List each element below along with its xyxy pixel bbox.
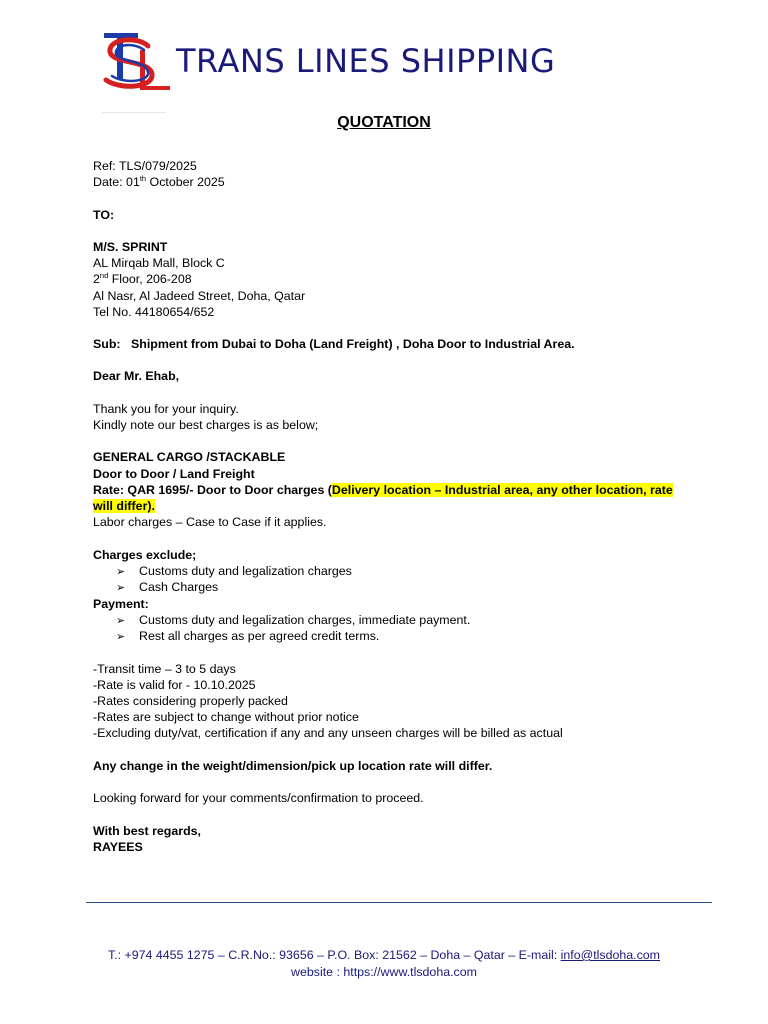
recipient-address-1: AL Mirqab Mall, Block C (93, 256, 225, 271)
notice-line: Any change in the weight/dimension/pick up location rate will differ. (93, 758, 493, 773)
arrow-bullet-icon: ➢ (116, 631, 126, 644)
list-item: ➢ Customs duty and legalization charges (93, 563, 673, 579)
labor-line: Labor charges – Case to Case if it applies. (93, 515, 327, 530)
cargo-mode: Door to Door / Land Freight (93, 466, 255, 481)
to-label: TO: (93, 207, 115, 222)
term-line: -Rates are subject to change without prior notice (93, 710, 359, 725)
recipient-address-3: Al Nasr, Al Jadeed Street, Doha, Qatar (93, 288, 306, 303)
signer-name: RAYEES (93, 839, 143, 854)
list-item: ➢ Customs duty and legalization charges, immediate payment. (93, 612, 673, 628)
arrow-bullet-icon: ➢ (116, 565, 126, 578)
footer-divider (86, 902, 712, 903)
term-line: -Rates considering properly packed (93, 694, 288, 709)
exclude-heading: Charges exclude; (93, 547, 197, 562)
list-item: ➢ Rest all charges as per agreed credit terms. (93, 628, 673, 644)
payment-heading: Payment: (93, 596, 149, 611)
term-line: -Transit time – 3 to 5 days (93, 661, 236, 676)
cargo-type: GENERAL CARGO /STACKABLE (93, 450, 286, 465)
recipient-name: M/S. SPRINT (93, 239, 168, 254)
recipient-floor: 2nd Floor, 206-208 (93, 271, 192, 287)
ref-line: Ref: TLS/079/2025 (93, 159, 197, 173)
footer-website: website : https://www.tlsdoha.com (291, 965, 477, 979)
company-name: TRANS LINES SHIPPING (176, 42, 556, 80)
tls-logo-icon (98, 30, 174, 96)
intro-line-1: Thank you for your inquiry. (93, 401, 239, 416)
letter-body (93, 158, 673, 855)
date-line: Date: 01th October 2025 (93, 174, 225, 190)
closing-line: Looking forward for your comments/confirmation to proceed. (93, 791, 424, 806)
rate-line: Rate: QAR 1695/- Door to Door charges (Delivery location – Industrial area, any other location, rate will differ). (93, 482, 673, 513)
logo-underline (102, 112, 166, 113)
document-title: QUOTATION (337, 114, 431, 131)
email-link[interactable]: info@tlsdoha.com (560, 948, 661, 962)
list-item: ➢ Cash Charges (93, 579, 673, 595)
term-line: -Rate is valid for - 10.10.2025 (93, 677, 256, 692)
rate-highlight: Delivery location – Industrial area, any other location, rate will differ). (93, 482, 673, 513)
arrow-bullet-icon: ➢ (116, 582, 126, 595)
term-line: -Excluding duty/vat, certification if any and any unseen charges will be billed as actual (93, 726, 563, 741)
recipient-tel: Tel No. 44180654/652 (93, 304, 215, 319)
intro-line-2: Kindly note our best charges is as below; (93, 418, 319, 432)
greeting: Dear Mr. Ehab, (93, 369, 180, 384)
arrow-bullet-icon: ➢ (116, 614, 126, 627)
footer (0, 947, 768, 981)
subject-line: Sub: Shipment from Dubai to Doha (Land Freight) , Doha Door to Industrial Area. (93, 337, 575, 352)
footer-contact: T.: +974 4455 1275 – C.R.No.: 93656 – P.O. Box: 21562 – Doha – Qatar – E-mail: info@tlsdoha.com (107, 948, 661, 962)
regards: With best regards, (93, 823, 201, 838)
